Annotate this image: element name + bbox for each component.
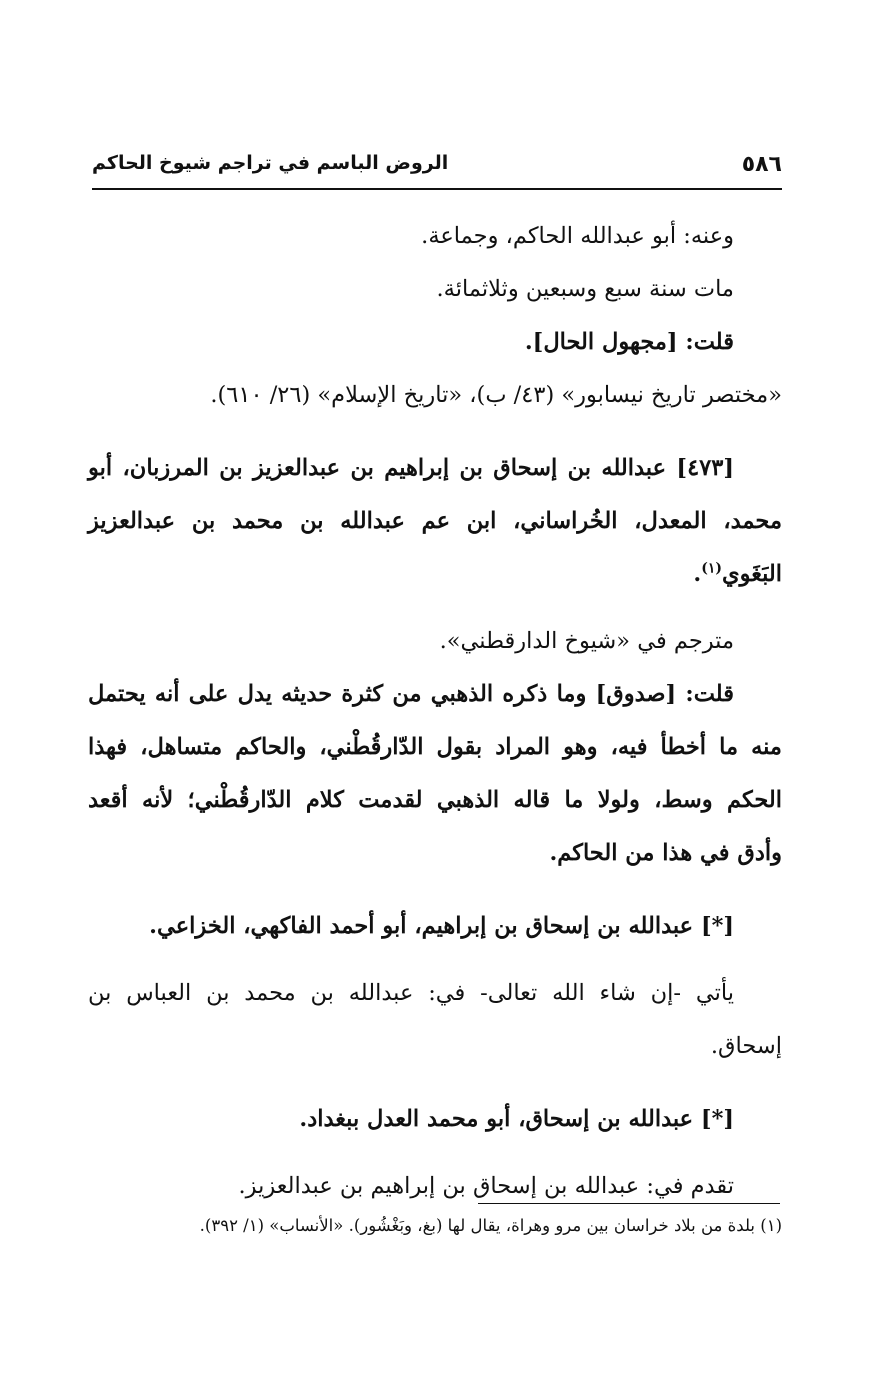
text-line: مات سنة سبع وسبعين وثلاثمائة. — [436, 276, 734, 302]
entry-heading-cont: محمد، المعدل، الخُراساني، ابن عم عبدالله بن محمد بن عبدالعزيز — [88, 508, 782, 534]
running-title: الروض الباسم في تراجم شيوخ الحاكم — [92, 152, 449, 174]
text-line: قلت: [صدوق] وما ذكره الذهبي من كثرة حديثه يدل على أنه يحتمل — [88, 681, 734, 707]
text-line: تقدم في: عبدالله بن إسحاق بن إبراهيم بن عبدالعزيز. — [238, 1173, 734, 1199]
period-text: . — [693, 561, 702, 587]
source-citation: «مختصر تاريخ نيسابور» (٤٣/ ب)، «تاريخ الإسلام» (٢٦/ ٦١٠). — [210, 382, 782, 408]
entry-heading: [٤٧٣] عبدالله بن إسحاق بن إبراهيم بن عبدالعزيز بن المرزبان، أبو — [88, 455, 734, 481]
header-rule — [92, 188, 782, 190]
text-line: قلت: [مجهول الحال]. — [524, 329, 734, 355]
entry-heading: [*] عبدالله بن إسحاق بن إبراهيم، أبو أحمد الفاكهي، الخزاعي. — [149, 913, 734, 939]
entry-heading: [*] عبدالله بن إسحاق، أبو محمد العدل ببغداد. — [299, 1106, 734, 1132]
page-header — [92, 150, 782, 186]
text-line: وأدق في هذا من الحاكم. — [549, 840, 782, 866]
footnote-rule — [478, 1203, 780, 1204]
page-number: ٥٨٦ — [741, 152, 782, 177]
text-line: الحكم وسط، ولولا ما قاله الذهبي لقدمت كلام الدّارقُطْني؛ لأنه أقعد — [88, 787, 782, 813]
footnote: (١) بلدة من بلاد خراسان بين مرو وهراة، يقال لها (بغ، وبَغْشُور). «الأنساب» (١/ ٣٩٢). — [199, 1216, 782, 1235]
body-text — [88, 210, 782, 1213]
text-line: إسحاق. — [710, 1033, 782, 1059]
text-line: يأتي -إن شاء الله تعالى- في: عبدالله بن محمد بن العباس بن — [88, 980, 734, 1006]
text-line: وعنه: أبو عبدالله الحاكم، وجماعة. — [421, 223, 734, 249]
name-text: البَغَوي — [722, 561, 782, 587]
text-line: منه ما أخطأ فيه، وهو المراد بقول الدّارقُطْني، والحاكم متساهل، فهذا — [88, 734, 782, 760]
text-line: مترجم في «شيوخ الدارقطني». — [439, 628, 734, 654]
entry-heading-end — [88, 548, 782, 601]
footnote-ref: (١) — [701, 560, 722, 577]
